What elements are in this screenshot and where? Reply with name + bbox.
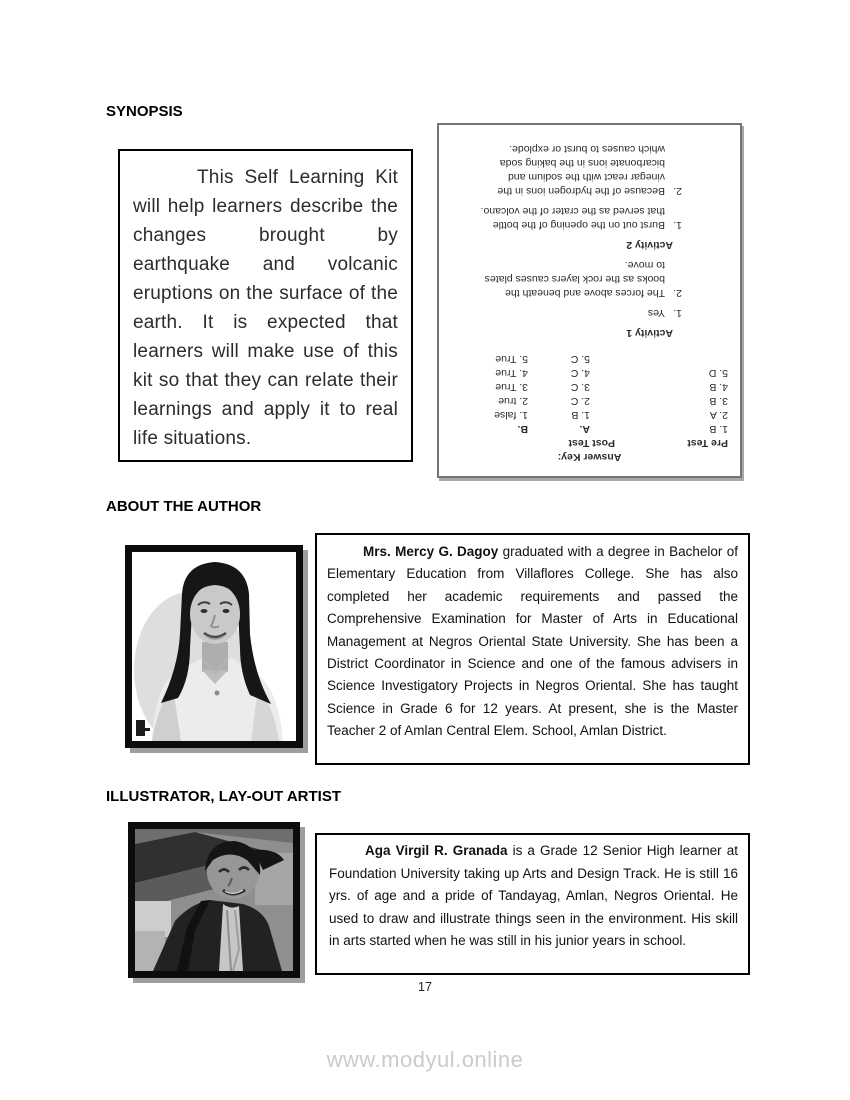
illustrator-photo-frame	[128, 822, 300, 978]
answer-key-title: Answer Key:	[557, 451, 622, 463]
answer-key-cell: B.	[517, 423, 528, 435]
answer-key-cell: 1. B	[571, 409, 590, 421]
answer-key-cell: 2. true	[498, 395, 528, 407]
synopsis-text: This Self Learning Kit will help learners describe the changes brought by earthquake and volcanic eruptions on the surface of the earth. It is expected that learners will make use of this kit so that they can relate their learnings and apply it to real life situations.	[133, 167, 398, 449]
answer-key-cell: 3. B	[709, 395, 728, 407]
synopsis-box	[118, 149, 413, 462]
about-author-heading: ABOUT THE AUTHOR	[106, 498, 262, 515]
answer-key-row	[439, 422, 740, 436]
author-photo	[132, 552, 296, 741]
answer-key-cell: 2. C	[570, 395, 590, 407]
answer-key-cell: 4. True	[495, 367, 528, 379]
author-name: Mrs. Mercy G. Dagoy	[363, 544, 499, 559]
answer-key-row	[439, 366, 740, 380]
author-bio-text	[327, 541, 738, 743]
watermark: www.modyul.online	[326, 1047, 524, 1072]
answer-key-cell: 4. C	[570, 367, 590, 379]
activity-item: 2. Because of the hydrogen ions in the vinegar react with the sodium and bicarbonate ions in the baking soda which causes to burst or explode.	[497, 143, 682, 197]
activity-item: 2. The forces above and beneath the books as the rock layers causes plates to move.	[484, 259, 682, 299]
answer-key-cell: A.	[579, 423, 590, 435]
answer-key-cell: 5. True	[495, 353, 528, 365]
activity-item: 1. Burst out on the opening of the bottle that served as the crater of the volcano.	[480, 205, 682, 231]
page-number: 17	[418, 980, 432, 994]
answer-key-cell: 4. B	[709, 381, 728, 393]
activity2-section	[439, 142, 740, 252]
activity-item: 1. Yes	[647, 307, 682, 319]
pre-test-label: Pre Test	[687, 437, 728, 449]
answer-key-cell: 3. True	[495, 381, 528, 393]
answer-key-box	[437, 123, 742, 478]
illustrator-bio-body: is a Grade 12 Senior High learner at Foundation University taking up Arts and Design Track. He is still 16 yrs. of age and a pride of Tandayag, Amlan, Negros Oriental. He used to draw and illustrate things seen in the environment. His skill in arts started when he was still in his junior years in school.	[329, 843, 738, 949]
answer-key-header-row	[439, 436, 740, 450]
answer-key-content	[439, 125, 740, 476]
activity1-section	[439, 258, 740, 340]
answer-key-cell: 5. C	[570, 353, 590, 365]
answer-key-cell: 3. C	[570, 381, 590, 393]
answer-key-cell: 2. A	[709, 409, 728, 421]
illustrator-photo	[135, 829, 293, 971]
activity-heading: Activity 1	[626, 327, 673, 339]
activity-heading: Activity 2	[626, 239, 673, 251]
answer-key-row	[439, 352, 740, 366]
answer-key-table	[439, 352, 740, 436]
author-bio-box	[315, 533, 750, 765]
author-bio-body: graduated with a degree in Bachelor of Elementary Education from Villaflores College. She has also completed her academic requirements and passed the Comprehensive Examination for Master of Arts in Educational Management at Negros Oriental State University. She has been a District Coordinator in Science and one of the famous advisers in Science Investigatory Projects in Negros Oriental. She has taught Science in Grade 6 for 12 years. At present, she is the Master Teacher 2 of Amlan Central Elem. School, Amlan District.	[327, 544, 738, 739]
illustrator-heading: ILLUSTRATOR, LAY-OUT ARTIST	[106, 788, 341, 805]
illustrator-bio-text	[329, 840, 738, 953]
answer-key-cell: 1. false	[494, 409, 528, 421]
answer-key-row	[439, 394, 740, 408]
post-test-label: Post Test	[568, 437, 615, 449]
answer-key-row	[439, 408, 740, 422]
illustrator-bio-box	[315, 833, 750, 975]
illustrator-name: Aga Virgil R. Granada	[365, 843, 508, 858]
answer-key-cell: 5. D	[708, 367, 728, 379]
author-photo-frame	[125, 545, 303, 748]
synopsis-heading: SYNOPSIS	[106, 103, 183, 120]
answer-key-cell: 1. B	[709, 423, 728, 435]
answer-key-row	[439, 380, 740, 394]
